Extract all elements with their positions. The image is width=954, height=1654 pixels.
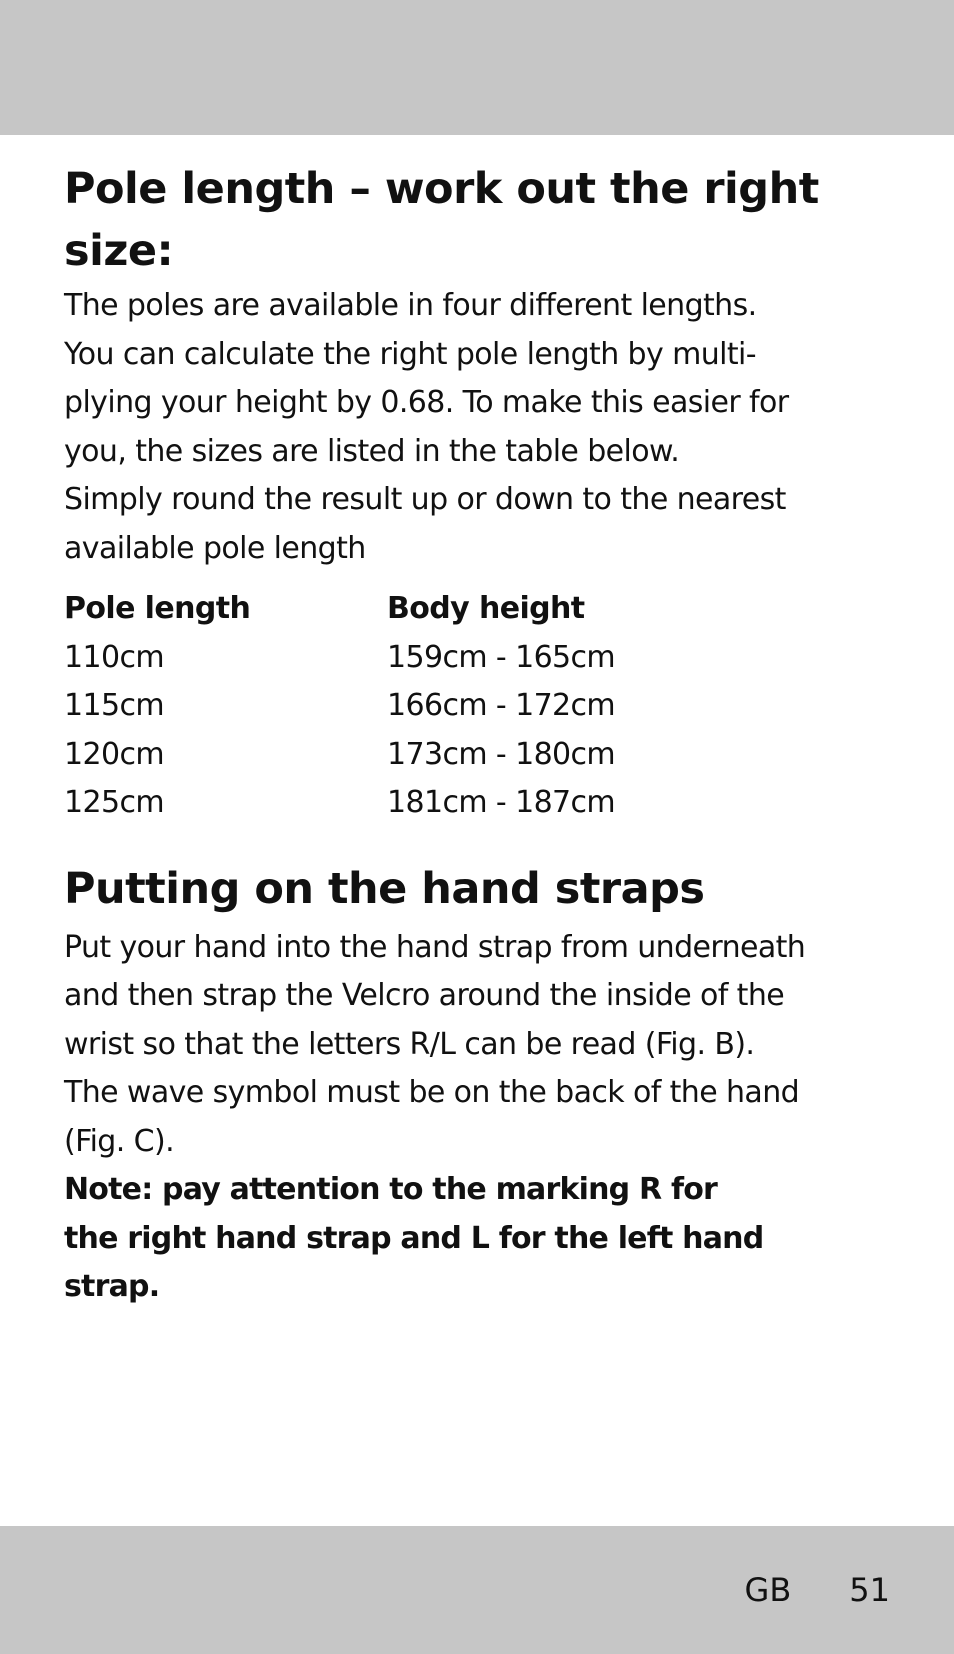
text-line: You can calculate the right pole length by multi- <box>64 336 756 372</box>
text-line: The wave symbol must be on the back of the hand <box>64 1075 800 1110</box>
table-row <box>64 731 615 780</box>
pole-length-cell: 125cm <box>64 785 164 820</box>
note-line: the right hand strap and L for the left hand <box>64 1220 764 1256</box>
note-line: strap. <box>64 1269 160 1304</box>
column-header-pole-length: Pole length <box>64 591 251 626</box>
page-footer <box>745 1568 890 1612</box>
table-row <box>64 779 615 828</box>
table-header-row <box>64 585 615 634</box>
body-height-cell: 173cm - 180cm <box>387 736 616 772</box>
text-line: wrist so that the letters R/L can be read (Fig. B). <box>64 1026 755 1062</box>
text-line: available pole length <box>64 530 366 566</box>
pole-size-table <box>64 585 615 828</box>
body-height-cell: 181cm - 187cm <box>387 785 616 820</box>
body-height-cell: 159cm - 165cm <box>387 639 616 675</box>
note-line: Note: pay attention to the marking R for <box>64 1172 718 1207</box>
text-line: and then strap the Velcro around the inside of the <box>64 978 785 1013</box>
pole-length-heading <box>64 158 894 282</box>
page-content <box>64 158 894 1312</box>
heading-line: size: <box>64 226 174 276</box>
text-line: Put your hand into the hand strap from underneath <box>64 929 806 965</box>
pole-length-paragraph <box>64 282 894 573</box>
table-row <box>64 682 615 731</box>
text-line: The poles are available in four different lengths. <box>64 288 757 323</box>
body-height-cell: 166cm - 172cm <box>387 688 616 723</box>
pole-length-cell: 110cm <box>64 639 164 675</box>
header-band <box>0 0 954 135</box>
pole-length-cell: 115cm <box>64 688 164 723</box>
hand-straps-paragraph <box>64 924 894 1167</box>
text-line: Simply round the result up or down to the nearest <box>64 482 786 517</box>
hand-straps-heading: Putting on the hand straps <box>64 863 705 914</box>
column-header-body-height: Body height <box>387 591 585 626</box>
language-code: GB <box>744 1571 792 1609</box>
text-line: you, the sizes are listed in the table below. <box>64 433 680 469</box>
table-row <box>64 634 615 683</box>
text-line: plying your height by 0.68. To make this easier for <box>64 385 789 420</box>
text-line: (Fig. C). <box>64 1123 175 1159</box>
heading-line: Pole length – work out the right <box>64 164 819 214</box>
strap-marking-note <box>64 1166 894 1312</box>
pole-length-cell: 120cm <box>64 736 164 772</box>
page-number: 51 <box>849 1571 890 1609</box>
